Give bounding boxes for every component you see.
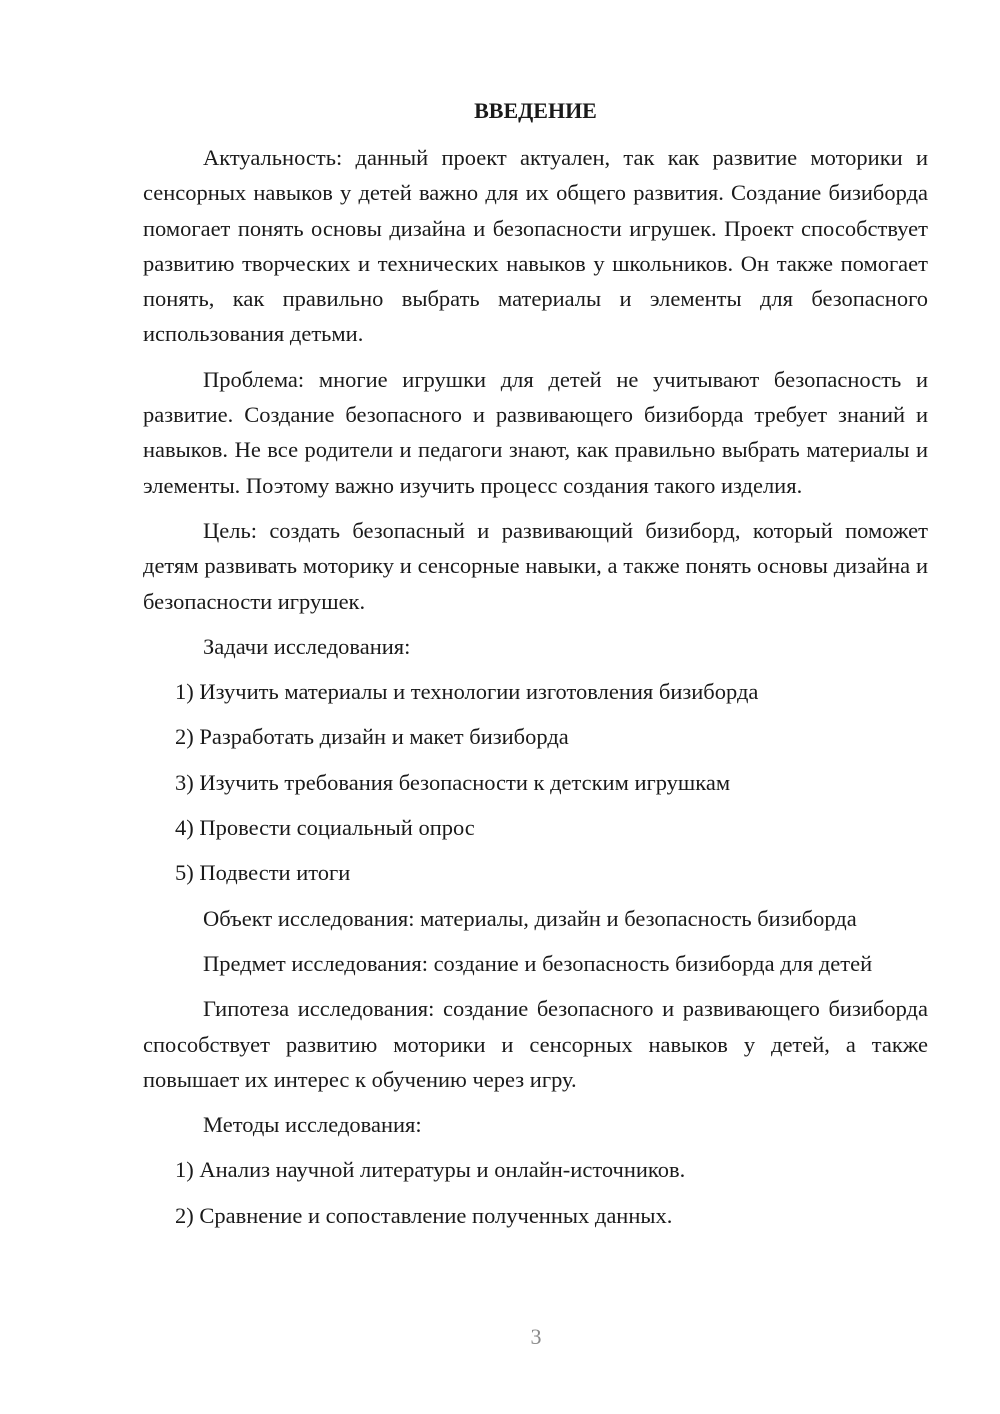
list-item: 5) Подвести итоги bbox=[175, 860, 351, 886]
problem-paragraph: Проблема: многие игрушки для детей не учитывают безопасность и развитие. Создание безопасного и развивающего бизиборда требует знаний и навыков. Не все родители и педагоги знают, как правильно выбрать материалы и элементы. Поэтому важно изучить процесс создания такого изделия. bbox=[143, 366, 928, 498]
list-item: 3) Изучить требования безопасности к детским игрушкам bbox=[175, 769, 731, 795]
hypothesis-paragraph: Гипотеза исследования: создание безопасного и развивающего бизиборда способствует развитию моторики и сенсорных навыков у детей, а также повышает их интерес к обучению через игру. bbox=[143, 996, 928, 1092]
subject-paragraph: Предмет исследования: создание и безопасность бизиборда для детей bbox=[203, 950, 873, 976]
page-number: 3 bbox=[530, 1324, 542, 1349]
list-item: 1) Изучить материалы и технологии изготовления бизиборда bbox=[175, 679, 759, 705]
methods-list bbox=[143, 1152, 928, 1233]
goal-paragraph: Цель: создать безопасный и развивающий бизиборд, который поможет детям развивать моторику и сенсорные навыки, а также понять основы дизайна и безопасности игрушек. bbox=[143, 517, 928, 614]
relevance-paragraph: Актуальность: данный проект актуален, так как развитие моторики и сенсорных навыков у детей важно для их общего развития. Создание бизиборда помогает понять основы дизайна и безопасности игрушек. Проект способствует развитию творческих и технических навыков у школьников. Он также помогает понять, как правильно выбрать материалы и элементы для безопасного использования детьми. bbox=[143, 145, 928, 347]
list-item: 2) Разработать дизайн и макет бизиборда bbox=[175, 724, 569, 750]
list-item: 2) Сравнение и сопоставление полученных данных. bbox=[175, 1202, 673, 1228]
tasks-list bbox=[143, 674, 928, 890]
document-page bbox=[143, 96, 928, 1243]
tasks-heading: Задачи исследования: bbox=[203, 633, 411, 659]
methods-heading: Методы исследования: bbox=[203, 1112, 422, 1138]
list-item: 4) Провести социальный опрос bbox=[175, 815, 475, 841]
object-paragraph: Объект исследования: материалы, дизайн и безопасность бизиборда bbox=[203, 905, 857, 931]
section-title: ВВЕДЕНИЕ bbox=[474, 98, 597, 123]
list-item: 1) Анализ научной литературы и онлайн-источников. bbox=[175, 1157, 686, 1183]
